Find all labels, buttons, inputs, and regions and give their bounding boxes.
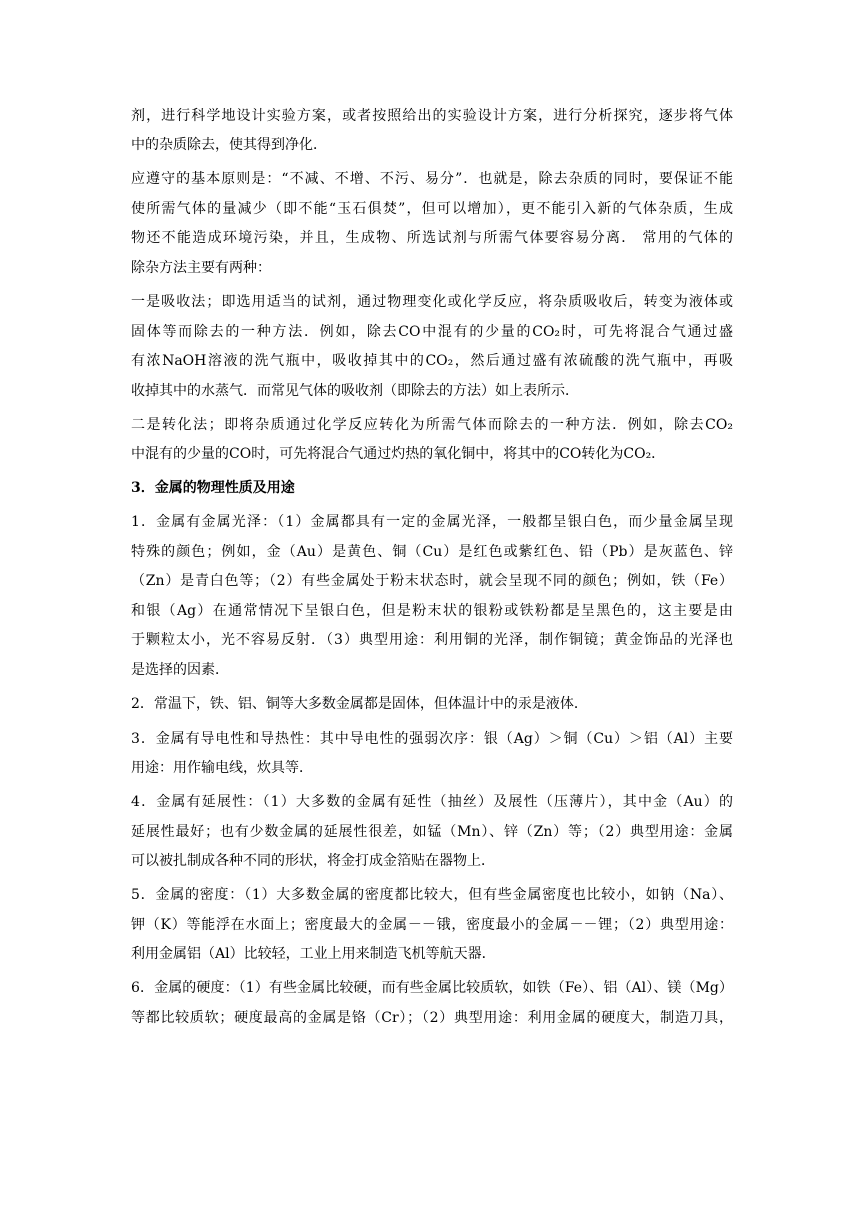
text-line: 2．常温下，铁、铝、铜等大多数金属都是固体，但体温计中的汞是液体． xyxy=(131,696,588,712)
text-line: 中混有的少量的CO时，可先将混合气通过灼热的氧化铜中，将其中的CO转化为CO₂． xyxy=(131,446,666,462)
text-line: 1．金属有金属光泽：（1）金属都具有一定的金属光泽，一般都呈银白色，而少量金属呈现 xyxy=(131,514,733,530)
text-line: 除杂方法主要有两种： xyxy=(131,260,271,276)
text-line: 固体等而除去的一种方法．例如，除去CO中混有的少量的CO₂时，可先将混合气通过盛 xyxy=(131,324,733,340)
text-line: 是选择的因素． xyxy=(131,662,229,678)
text-line: 4．金属有延展性：（1）大多数的金属有延性（抽丝）及展性（压薄片），其中金（Au）的 xyxy=(131,794,733,810)
text-line: 一是吸收法；即选用适当的试剂，通过物理变化或化学反应，将杂质吸收后，转变为液体或 xyxy=(131,294,733,310)
text-line: 3．金属有导电性和导热性：其中导电性的强弱次序：银（Ag）＞铜（Cu）＞铝（Al）主要 xyxy=(131,731,733,747)
text-line: 使所需气体的量减少（即不能“玉石俱焚”，但可以增加），更不能引入新的气体杂质，生成 xyxy=(131,201,733,217)
text-line: 中的杂质除去，使其得到净化． xyxy=(131,137,327,153)
text-line: 有浓NaOH溶液的洗气瓶中，吸收掉其中的CO₂，然后通过盛有浓硫酸的洗气瓶中，再吸 xyxy=(131,353,733,369)
section-heading: 3．金属的物理性质及用途 xyxy=(131,480,295,496)
text-line: 应遵守的基本原则是：“不减、不增、不污、易分”．也就是，除去杂质的同时，要保证不能 xyxy=(131,171,733,187)
text-line: 和银（Ag）在通常情况下呈银白色，但是粉末状的银粉或铁粉都是呈黑色的，这主要是由 xyxy=(131,603,733,619)
text-line: 钾（K）等能浮在水面上；密度最大的金属－－锇，密度最小的金属－－锂；（2）典型用途： xyxy=(131,917,733,933)
text-line: 特殊的颜色；例如，金（Au）是黄色、铜（Cu）是红色或紫红色、铅（Pb）是灰蓝色、锌 xyxy=(131,544,733,560)
text-line: 6．金属的硬度：（1）有些金属比较硬，而有些金属比较质软，如铁（Fe）、铝（Al）、镁（Mg） xyxy=(131,980,733,996)
text-line: 延展性最好；也有少数金属的延展性很差，如锰（Mn）、锌（Zn）等；（2）典型用途：金属 xyxy=(131,824,733,840)
text-line: 5．金属的密度：（1）大多数金属的密度都比较大，但有些金属密度也比较小，如钠（Na）、 xyxy=(131,887,733,903)
text-line: 物还不能造成环境污染，并且，生成物、所选试剂与所需气体要容易分离． 常用的气体的 xyxy=(131,230,733,246)
text-line: （Zn）是青白色等；（2）有些金属处于粉末状态时，就会呈现不同的颜色；例如，铁（Fe） xyxy=(131,573,733,589)
text-line: 二是转化法；即将杂质通过化学反应转化为所需气体而除去的一种方法．例如，除去CO₂ xyxy=(131,417,733,433)
text-line: 可以被扎制成各种不同的形状，将金打成金箔贴在器物上． xyxy=(131,853,495,869)
text-line: 收掉其中的水蒸气．而常见气体的吸收剂（即除去的方法）如上表所示． xyxy=(131,383,579,399)
text-line: 利用金属铝（Al）比较轻，工业上用来制造飞机等航天器． xyxy=(131,946,496,962)
text-line: 于颗粒太小，光不容易反射．（3）典型用途：利用铜的光泽，制作铜镜；黄金饰品的光泽也 xyxy=(131,632,733,648)
text-line: 剂，进行科学地设计实验方案，或者按照给出的实验设计方案，进行分析探究，逐步将气体 xyxy=(131,108,733,124)
text-line: 等都比较质软；硬度最高的金属是铬（Cr）；（2）典型用途：利用金属的硬度大，制造刀具， xyxy=(131,1010,733,1026)
text-line: 用途：用作输电线，炊具等． xyxy=(131,760,313,776)
